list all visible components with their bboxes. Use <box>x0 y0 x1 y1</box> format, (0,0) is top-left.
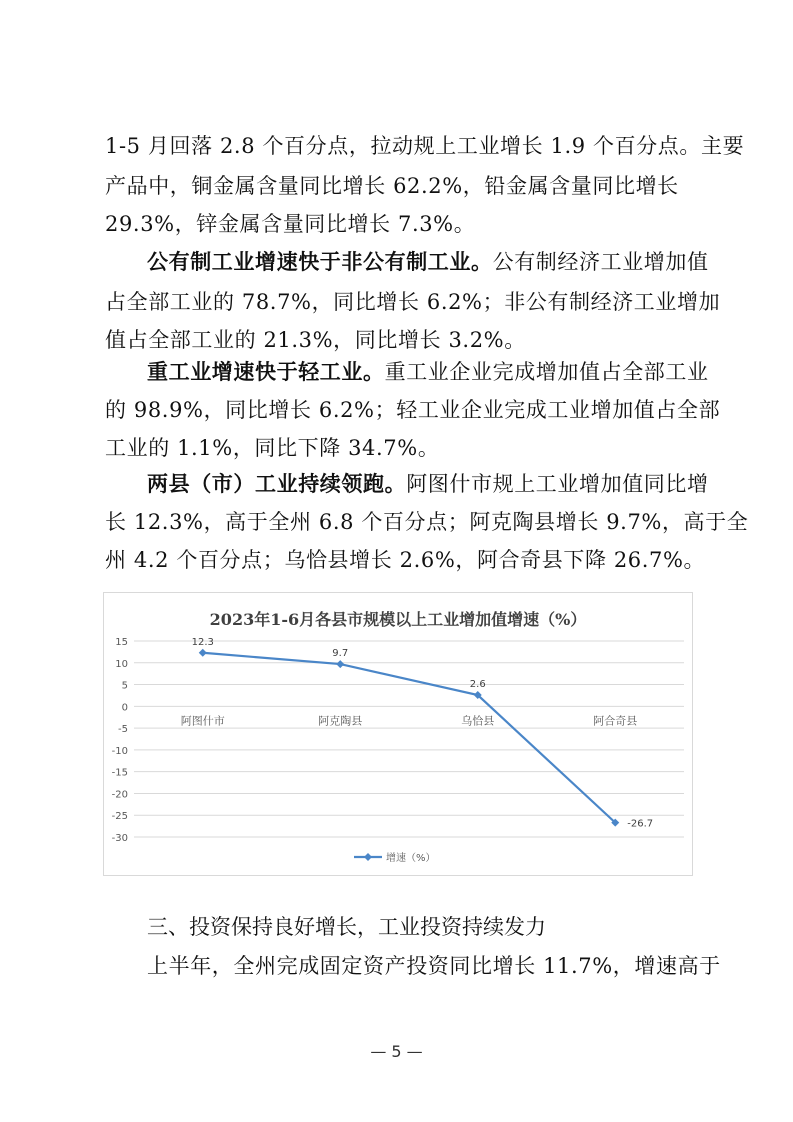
data-label: 2.6 <box>469 679 486 691</box>
paragraph-line: 1-5 月回落 2.8 个百分点，拉动规上工业增长 1.9 个百分点。主要 <box>105 134 745 158</box>
series-line <box>203 653 616 823</box>
paragraph-lead: 公有制工业增速快于非公有制工业。 <box>147 250 493 274</box>
paragraph-line: 29.3%，锌金属含量同比增长 7.3%。 <box>105 212 476 236</box>
paragraph-line: 州 4.2 个百分点；乌恰县增长 2.6%，阿合奇县下降 26.7%。 <box>105 548 706 572</box>
category-label: 阿合奇县 <box>593 714 638 728</box>
paragraph-text: 阿图什市规上工业增加值同比增 <box>406 472 709 496</box>
y-tick-label: 0 <box>121 702 128 714</box>
paragraph-line: 占全部工业的 78.7%，同比增长 6.2%；非公有制经济工业增加 <box>105 290 721 314</box>
legend-label: 增速（%） <box>386 853 436 864</box>
paragraph-lead: 两县（市）工业持续领跑。 <box>147 472 407 496</box>
paragraph-first-line <box>147 356 709 386</box>
section-heading: 三、投资保持良好增长，工业投资持续发力 <box>147 915 546 939</box>
paragraph-first-line <box>147 468 709 498</box>
paragraph-line: 长 12.3%，高于全州 6.8 个百分点；阿克陶县增长 9.7%，高于全 <box>105 510 749 534</box>
paragraph-text: 公有制经济工业增加值 <box>492 250 709 274</box>
category-label: 阿图什市 <box>180 714 225 728</box>
legend-marker <box>364 853 372 861</box>
data-point <box>199 649 207 657</box>
category-label: 乌恰县 <box>461 714 495 728</box>
line-chart <box>104 593 692 875</box>
y-tick-label: -5 <box>118 724 128 736</box>
y-tick-label: -15 <box>111 767 128 779</box>
paragraph-first-line: 上半年，全州完成固定资产投资同比增长 11.7%，增速高于 <box>147 954 721 978</box>
paragraph-lead: 重工业增速快于轻工业。 <box>147 360 385 384</box>
y-tick-label: -25 <box>111 811 128 823</box>
y-tick-label: -30 <box>111 833 128 844</box>
chart-title: 2023年1-6月各县市规模以上工业增加值增速（%） <box>209 610 587 629</box>
paragraph-line: 的 98.9%，同比增长 6.2%；轻工业企业完成工业增加值占全部 <box>105 398 721 422</box>
category-label: 阿克陶县 <box>318 714 363 728</box>
data-label: -26.7 <box>627 818 654 830</box>
paragraph-first-line <box>147 246 709 276</box>
y-tick-label: -10 <box>111 745 128 757</box>
paragraph-line: 值占全部工业的 21.3%，同比增长 3.2%。 <box>105 328 526 352</box>
paragraph-line: 工业的 1.1%，同比下降 34.7%。 <box>105 436 440 460</box>
y-tick-label: -20 <box>111 789 128 801</box>
paragraph-line: 产品中，铜金属含量同比增长 62.2%，铅金属含量同比增长 <box>105 174 679 198</box>
y-tick-label: 15 <box>115 637 128 648</box>
y-tick-label: 5 <box>121 680 128 692</box>
data-label: 12.3 <box>191 636 214 648</box>
chart-container <box>103 592 693 876</box>
data-point <box>336 660 344 668</box>
data-label: 9.7 <box>332 648 349 660</box>
page-number: — 5 — <box>370 1042 423 1061</box>
paragraph-text: 重工业企业完成增加值占全部工业 <box>384 360 709 384</box>
y-tick-label: 10 <box>115 658 128 670</box>
